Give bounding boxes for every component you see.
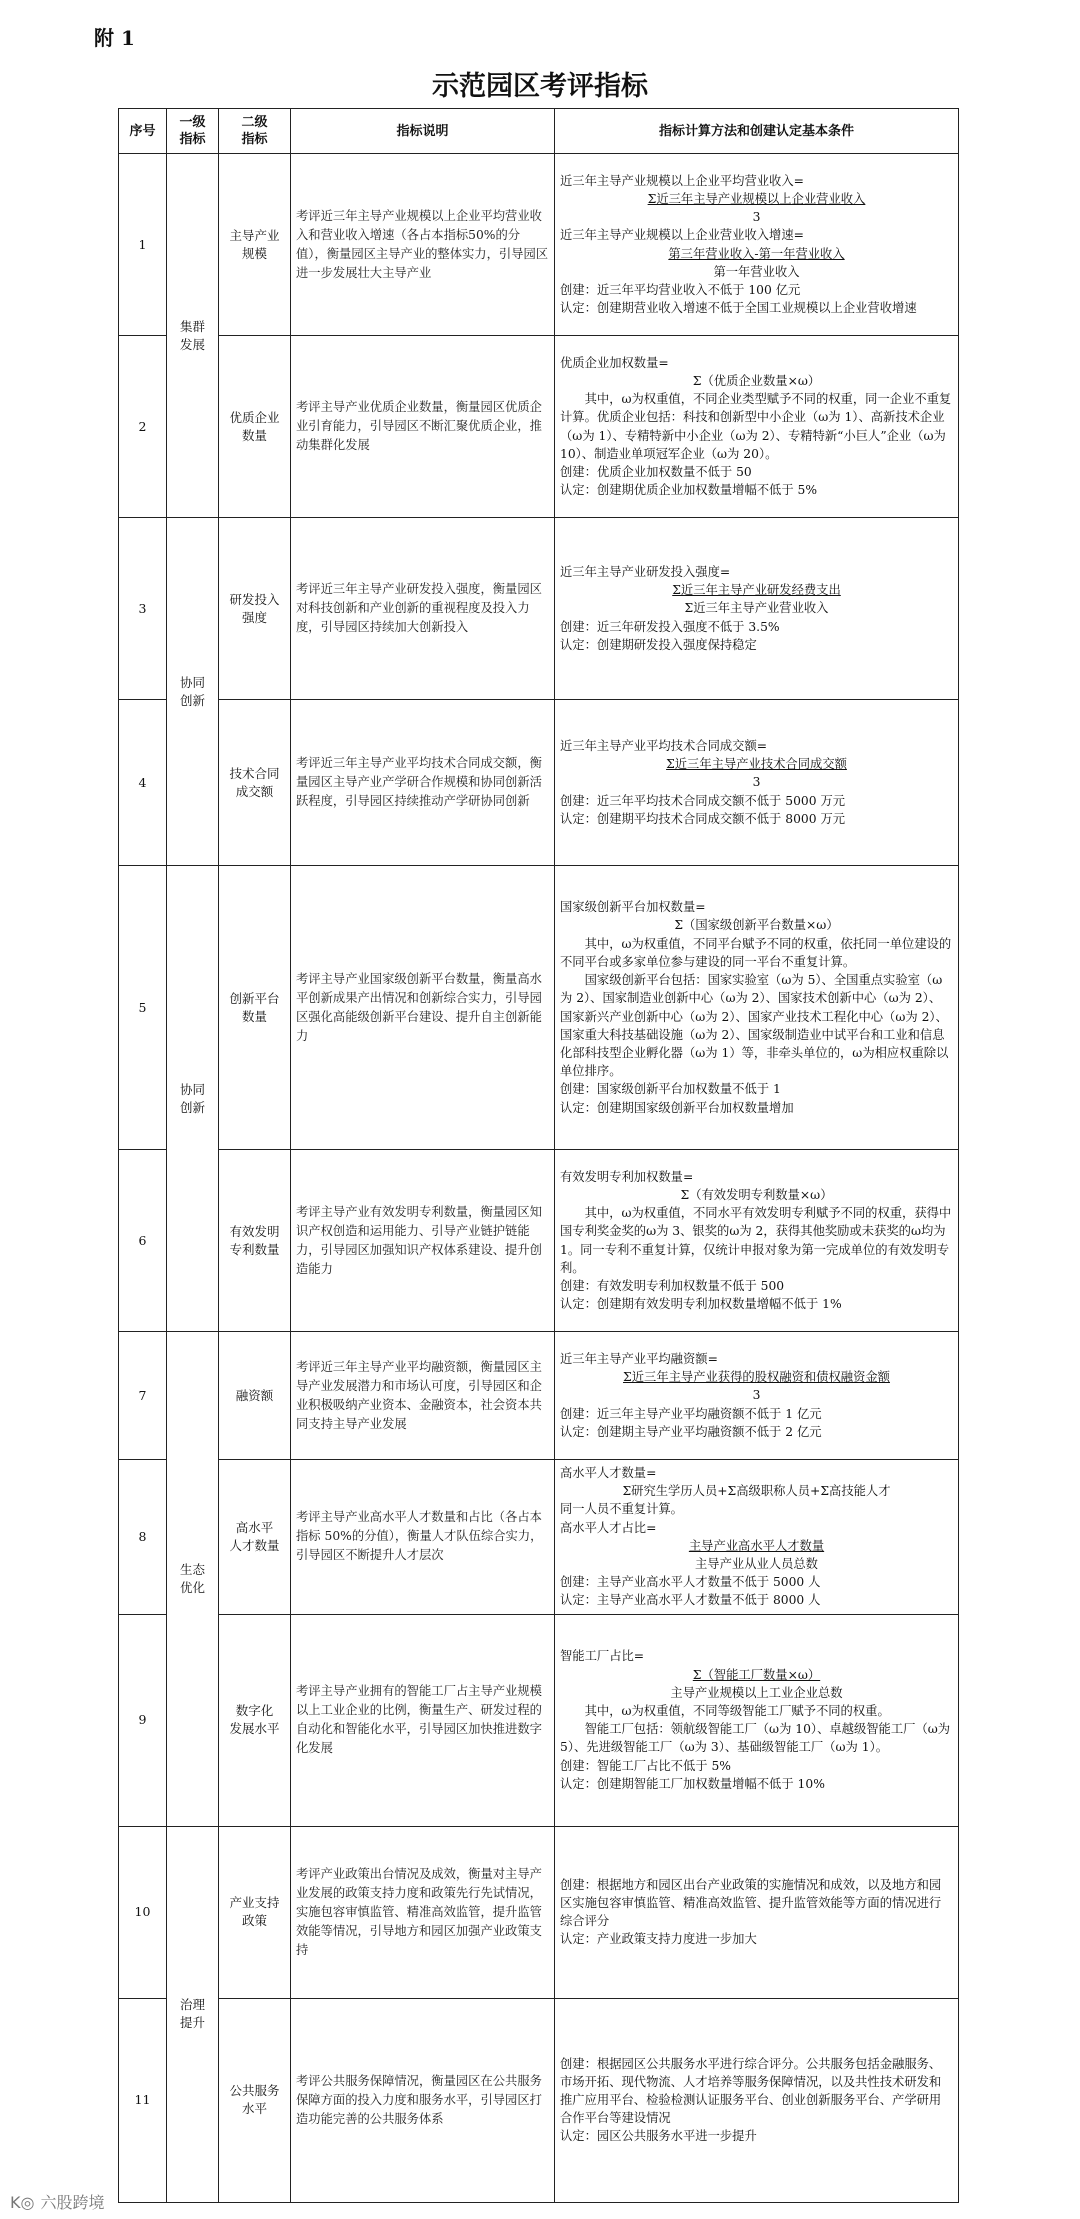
formula-line xyxy=(560,245,953,263)
calculation-line: 高水平人才数量= xyxy=(560,1466,657,1480)
table-row xyxy=(119,1150,959,1332)
calculation-line: 近三年主导产业规模以上企业营业收入增速= xyxy=(560,228,804,243)
header-description: 指标说明 xyxy=(291,109,555,154)
table-header-row xyxy=(119,109,959,154)
header-level2: 二级 指标 xyxy=(219,109,291,154)
calculation-method xyxy=(555,154,959,336)
calculation-line: 国家级创新平台加权数量= xyxy=(560,900,706,915)
header-calculation: 指标计算方法和创建认定基本条件 xyxy=(555,109,959,154)
calculation-line: 同一人员不重复计算。 xyxy=(560,1502,683,1517)
table-row xyxy=(119,866,959,1150)
calculation-line: 认定：创建期主导产业平均融资额不低于 2 亿元 xyxy=(560,1424,822,1439)
calculation-line: 其中，ω为权重值，不同平台赋予不同的权重，依托同一单位建设的不同平台或多家单位参与建设的同一平台不重复计算。 xyxy=(560,936,952,969)
row-number: 6 xyxy=(119,1150,167,1332)
level2-indicator: 主导产业 规模 xyxy=(219,154,291,336)
calculation-method xyxy=(555,1332,959,1460)
formula-line: Σ（国家级创新平台数量×ω） xyxy=(674,918,839,933)
calculation-line: 创建：优质企业加权数量不低于 50 xyxy=(560,464,752,479)
level2-indicator: 数字化 发展水平 xyxy=(219,1614,291,1826)
indicator-description: 考评主导产业优质企业数量，衡量园区优质企业引育能力，引导园区不断汇聚优质企业，推动集群化发展 xyxy=(291,336,555,518)
calculation-line: 有效发明专利加权数量= xyxy=(560,1169,694,1184)
table-row xyxy=(119,154,959,336)
calculation-line: 创建：近三年主导产业平均融资额不低于 1 亿元 xyxy=(560,1406,822,1421)
page-title: 示范园区考评指标 xyxy=(432,71,648,102)
level2-indicator: 融资额 xyxy=(219,1332,291,1460)
calculation-method xyxy=(555,1150,959,1332)
calculation-line: 创建：主导产业高水平人才数量不低于 5000 人 xyxy=(560,1575,821,1590)
level2-indicator: 技术合同 成交额 xyxy=(219,700,291,866)
row-number: 7 xyxy=(119,1332,167,1460)
formula-line xyxy=(560,581,953,599)
calculation-line: 近三年主导产业规模以上企业平均营业收入= xyxy=(560,173,804,188)
calculation-line: 认定：创建期平均技术合同成交额不低于 8000 万元 xyxy=(560,811,846,826)
calculation-method xyxy=(555,518,959,700)
formula-numerator: Σ近三年主导产业规模以上企业营业收入 xyxy=(647,191,866,206)
formula-numerator: 第三年营业收入-第一年营业收入 xyxy=(668,246,845,261)
level2-indicator: 高水平 人才数量 xyxy=(219,1460,291,1615)
calculation-method xyxy=(555,1826,959,1998)
formula-line xyxy=(560,190,953,208)
calculation-line: 高水平人才占比= xyxy=(560,1520,657,1535)
level2-indicator: 创新平台 数量 xyxy=(219,866,291,1150)
header-no: 序号 xyxy=(119,109,167,154)
formula-line: Σ研究生学历人员+Σ高级职称人员+Σ高技能人才 xyxy=(622,1484,891,1499)
calculation-method xyxy=(555,866,959,1150)
indicator-table xyxy=(118,108,959,2203)
calculation-line: 认定：创建期国家级创新平台加权数量增加 xyxy=(560,1100,794,1115)
row-number: 3 xyxy=(119,518,167,700)
table-row xyxy=(119,518,959,700)
calculation-line: 认定：主导产业高水平人才数量不低于 8000 人 xyxy=(560,1593,821,1608)
calculation-line: 认定：创建期智能工厂加权数量增幅不低于 10% xyxy=(560,1776,825,1791)
calculation-line: 其中，ω为权重值，不同等级智能工厂赋予不同的权重。 xyxy=(584,1703,890,1718)
formula-line: 3 xyxy=(752,210,761,225)
calculation-method xyxy=(555,1460,959,1615)
table-row xyxy=(119,1332,959,1460)
calculation-line: 创建：根据园区公共服务水平进行综合评分。公共服务包括金融服务、市场开拓、现代物流、人才培养等服务保障情况，以及共性技术研发和推广应用平台、检验检测认证服务平台、创业创新服务平台、产学研用合作平台等建设情况 xyxy=(560,2056,942,2126)
calculation-line: 近三年主导产业研发投入强度= xyxy=(560,564,731,579)
level2-indicator: 产业支持 政策 xyxy=(219,1826,291,1998)
formula-line: Σ（有效发明专利数量×ω） xyxy=(680,1187,833,1202)
annex-label: 附 1 xyxy=(94,26,135,50)
row-number: 9 xyxy=(119,1614,167,1826)
calculation-line: 其中，ω为权重值，不同企业类型赋予不同的权重，同一企业不重复计算。优质企业包括：科技和创新型中小企业（ω为 1）、高新技术企业（ω为 1）、专精特新中小企业（ω为 2）、专精特新“小巨人”企业（ω为 10）、制造业单项冠军企业（ω为 20）。 xyxy=(560,392,952,461)
level1-indicator: 集群 发展 xyxy=(167,154,219,518)
indicator-description: 考评主导产业国家级创新平台数量，衡量高水平创新成果产出情况和创新综合实力，引导园区强化高能级创新平台建设、提升自主创新能力 xyxy=(291,866,555,1150)
calculation-line: 创建：智能工厂占比不低于 5% xyxy=(560,1758,731,1773)
formula-line: Σ（优质企业数量×ω） xyxy=(692,373,821,388)
table-row xyxy=(119,1998,959,2202)
row-number: 8 xyxy=(119,1460,167,1615)
row-number: 4 xyxy=(119,700,167,866)
calculation-line: 创建：有效发明专利加权数量不低于 500 xyxy=(560,1278,785,1293)
calculation-method xyxy=(555,336,959,518)
calculation-line: 创建：近三年研发投入强度不低于 3.5% xyxy=(560,619,780,634)
watermark-logo-icon: K◎ xyxy=(10,2193,35,2212)
formula-line xyxy=(560,755,953,773)
formula-numerator: Σ近三年主导产业技术合同成交额 xyxy=(666,757,847,772)
table-row xyxy=(119,1460,959,1615)
level2-indicator: 研发投入 强度 xyxy=(219,518,291,700)
watermark-text: 六股跨境 xyxy=(40,2193,105,2212)
table-row xyxy=(119,700,959,866)
indicator-description: 考评主导产业拥有的智能工厂占主导产业规模以上工业企业的比例，衡量生产、研发过程的自动化和智能化水平，引导园区加快推进数字化发展 xyxy=(291,1614,555,1826)
indicator-description: 考评近三年主导产业规模以上企业平均营业收入和营业收入增速（各占本指标50%的分值），衡量园区主导产业的整体实力，引导园区进一步发展壮大主导产业 xyxy=(291,154,555,336)
calculation-line: 创建：根据地方和园区出台产业政策的实施情况和成效，以及地方和园区实施包容审慎监管、精准高效监管、提升监管效能等方面的情况进行综合评分 xyxy=(560,1877,942,1929)
calculation-line: 创建：国家级创新平台加权数量不低于 1 xyxy=(560,1082,781,1097)
formula-line: 3 xyxy=(752,1388,761,1403)
calculation-line: 认定：园区公共服务水平进一步提升 xyxy=(560,2129,757,2144)
table-row xyxy=(119,1614,959,1826)
calculation-line: 创建：近三年平均营业收入不低于 100 亿元 xyxy=(560,282,801,297)
formula-numerator: Σ（智能工厂数量×ω） xyxy=(692,1667,821,1682)
calculation-method xyxy=(555,700,959,866)
formula-line xyxy=(560,1537,953,1555)
calculation-line: 近三年主导产业平均融资额= xyxy=(560,1351,718,1366)
calculation-line: 认定：产业政策支持力度进一步加大 xyxy=(560,1932,757,1947)
row-number: 10 xyxy=(119,1826,167,1998)
formula-line xyxy=(560,1666,953,1684)
formula-line: Σ近三年主导产业营业收入 xyxy=(684,601,829,616)
level2-indicator: 有效发明 专利数量 xyxy=(219,1150,291,1332)
calculation-line: 近三年主导产业平均技术合同成交额= xyxy=(560,738,768,753)
formula-line xyxy=(560,1368,953,1386)
formula-numerator: 主导产业高水平人才数量 xyxy=(688,1538,825,1553)
indicator-description: 考评产业政策出台情况及成效，衡量对主导产业发展的政策支持力度和政策先行先试情况，实施包容审慎监管、精准高效监管，提升监管效能等情况，引导地方和园区加强产业政策支持 xyxy=(291,1826,555,1998)
level2-indicator: 公共服务 水平 xyxy=(219,1998,291,2202)
formula-line: 第一年营业收入 xyxy=(713,264,800,279)
calculation-method xyxy=(555,1998,959,2202)
watermark xyxy=(10,2190,110,2213)
indicator-description: 考评近三年主导产业平均技术合同成交额，衡量园区主导产业产学研合作规模和协同创新活跃程度，引导园区持续推动产学研协同创新 xyxy=(291,700,555,866)
level1-indicator: 协同 创新 xyxy=(167,866,219,1332)
formula-numerator: Σ近三年主导产业研发经费支出 xyxy=(672,583,841,598)
formula-numerator: Σ近三年主导产业获得的股权融资和债权融资金额 xyxy=(623,1370,890,1385)
level1-indicator: 治理 提升 xyxy=(167,1826,219,2202)
level2-indicator: 优质企业 数量 xyxy=(219,336,291,518)
calculation-line: 智能工厂占比= xyxy=(560,1649,645,1664)
calculation-line: 国家级创新平台包括：国家实验室（ω为 5）、全国重点实验室（ω为 2）、国家制造业创新中心（ω为 2）、国家技术创新中心（ω为 2）、国家新兴产业创新中心（ω为 2）、国家产业技术工程化中心（ω为 2）、国家重大科技基础设施（ω为 2）、国家级制造业中试平台和工业和信息化部科技型企业孵化器（ω为 1）等，非牵头单位的，ω为相应权重除以单位排序。 xyxy=(560,973,949,1079)
row-number: 1 xyxy=(119,154,167,336)
indicator-description: 考评主导产业有效发明专利数量，衡量园区知识产权创造和运用能力、引导产业链护链能力，引导园区加强知识产权体系建设、提升创造能力 xyxy=(291,1150,555,1332)
row-number: 5 xyxy=(119,866,167,1150)
row-number: 11 xyxy=(119,1998,167,2202)
calculation-line: 认定：创建期有效发明专利加权数量增幅不低于 1% xyxy=(560,1297,842,1312)
indicator-description: 考评主导产业高水平人才数量和占比（各占本指标 50%的分值），衡量人才队伍综合实力，引导园区不断提升人才层次 xyxy=(291,1460,555,1615)
header-level1: 一级 指标 xyxy=(167,109,219,154)
calculation-method xyxy=(555,1614,959,1826)
table-row xyxy=(119,1826,959,1998)
row-number: 2 xyxy=(119,336,167,518)
calculation-line: 创建：近三年平均技术合同成交额不低于 5000 万元 xyxy=(560,793,846,808)
level1-indicator: 生态 优化 xyxy=(167,1332,219,1827)
calculation-line: 智能工厂包括：领航级智能工厂（ω为 10）、卓越级智能工厂（ω为 5）、先进级智能工厂（ω为 3）、基础级智能工厂（ω为 1）。 xyxy=(560,1722,951,1755)
calculation-line: 其中，ω为权重值，不同水平有效发明专利赋予不同的权重，获得中国专利奖金奖的ω为 3、银奖的ω为 2，获得其他奖励或未获奖的ω均为 1。同一专利不重复计算，仅统计申报对象为第一完成单位的有效发明专利。 xyxy=(560,1206,952,1275)
indicator-description: 考评近三年主导产业平均融资额，衡量园区主导产业发展潜力和市场认可度，引导园区和企业积极吸纳产业资本、金融资本，社会资本共同支持主导产业发展 xyxy=(291,1332,555,1460)
calculation-line: 优质企业加权数量= xyxy=(560,355,669,370)
level1-indicator: 协同 创新 xyxy=(167,518,219,866)
calculation-line: 认定：创建期研发投入强度保持稳定 xyxy=(560,637,757,652)
indicator-description: 考评近三年主导产业研发投入强度，衡量园区对科技创新和产业创新的重视程度及投入力度，引导园区持续加大创新投入 xyxy=(291,518,555,700)
calculation-line: 认定：创建期优质企业加权数量增幅不低于 5% xyxy=(560,483,818,498)
calculation-line: 认定：创建期营业收入增速不低于全国工业规模以上企业营收增速 xyxy=(560,301,917,316)
table-row xyxy=(119,336,959,518)
formula-line: 主导产业从业人员总数 xyxy=(695,1557,818,1572)
formula-line: 主导产业规模以上工业企业总数 xyxy=(670,1685,843,1700)
formula-line: 3 xyxy=(752,775,761,790)
indicator-description: 考评公共服务保障情况，衡量园区在公共服务保障方面的投入力度和服务水平，引导园区打造功能完善的公共服务体系 xyxy=(291,1998,555,2202)
